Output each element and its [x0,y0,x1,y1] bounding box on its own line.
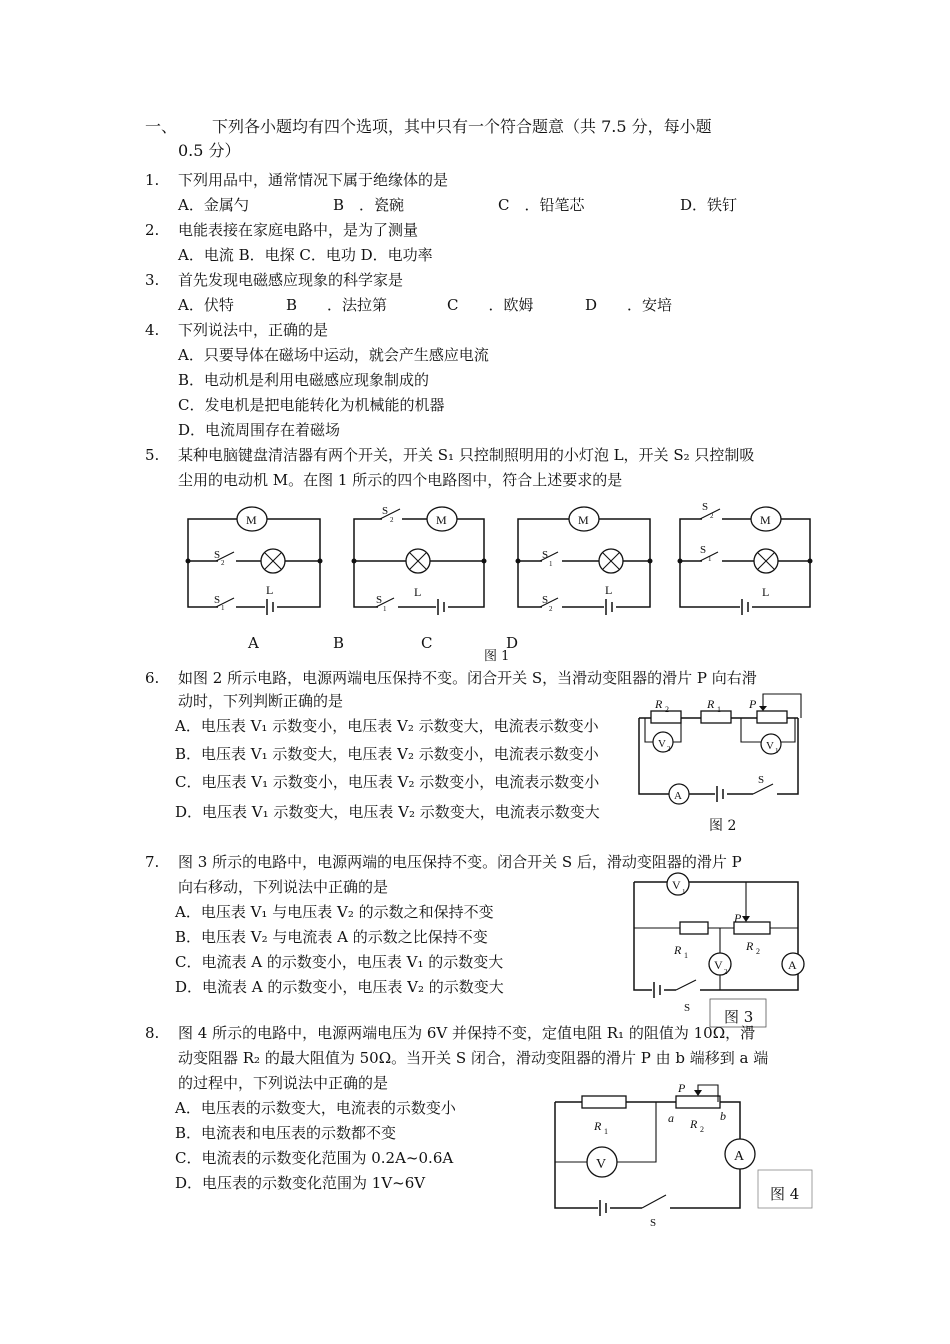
q3-option-a: A．伏特 [178,296,234,314]
svg-text:S: S [376,594,383,606]
svg-text:A: A [734,1149,745,1164]
svg-text:V: V [596,1157,607,1172]
svg-text:A: A [788,958,797,972]
section-title: 下列各小题均有四个选项，其中只有一个符合题意（共 7.5 分，每小题 [212,117,712,136]
svg-text:S: S [214,594,221,606]
svg-text:2: 2 [756,947,760,956]
q4-number: 4. [145,321,160,339]
q7-option-a: A．电压表 V₁ 与电压表 V₂ 的示数之和保持不变 [175,903,494,921]
fig1-caption: 图 1 [484,649,510,664]
svg-text:1: 1 [717,705,721,714]
svg-text:S: S [382,505,389,517]
q4-option-b: B．电动机是利用电磁感应现象制成的 [178,371,430,389]
svg-text:R: R [655,697,663,711]
q7-option-b: B．电压表 V₂ 与电流表 A 的示数之比保持不变 [175,928,488,946]
q3-number: 3. [145,271,160,289]
svg-text:R: R [746,939,754,953]
q3-option-d: D ．安培 [585,296,673,314]
q4-option-c: C．发电机是把电能转化为机械能的机器 [178,396,445,414]
q1-number: 1. [145,171,160,189]
q8-option-a: A．电压表的示数变大，电流表的示数变小 [175,1099,456,1117]
q8-stem-line2: 动变阻器 R₂ 的最大阻值为 50Ω。当开关 S 闭合，滑动变阻器的滑片 P 由 b 端移到 a 端 [178,1049,769,1067]
svg-text:2: 2 [221,559,225,567]
svg-text:P: P [749,697,757,711]
q1-option-d: D．铁钉 [680,196,738,214]
q6-option-c: C．电压表 V₁ 示数变小，电压表 V₂ 示数变小，电流表示数变小 [175,773,600,791]
svg-text:L: L [414,585,422,599]
svg-text:R: R [707,697,715,711]
svg-text:M: M [760,513,771,527]
svg-text:1: 1 [221,604,225,612]
svg-text:1: 1 [775,747,779,755]
q6-option-a: A．电压表 V₁ 示数变小，电压表 V₂ 示数变大，电流表示数变小 [175,717,599,735]
figure-1-circuits [180,495,820,620]
svg-text:L: L [762,585,770,599]
q6-stem-line1: 如图 2 所示电路，电源两端电压保持不变。闭合开关 S，当滑动变阻器的滑片 P 向右滑 [178,669,757,687]
q4-option-a: A．只要导体在磁场中运动，就会产生感应电流 [178,346,489,364]
fig1-label-a: A [248,634,259,652]
circuit-c [516,507,653,615]
q1-option-c: C ．铅笔芯 [498,196,585,214]
svg-text:1: 1 [682,888,686,896]
svg-text:1: 1 [549,560,553,568]
svg-text:2: 2 [700,1125,704,1134]
svg-text:a: a [668,1111,674,1125]
svg-text:S: S [684,1002,691,1014]
svg-text:M: M [436,513,447,527]
svg-text:S: S [758,774,765,786]
svg-text:M: M [578,513,589,527]
svg-text:A: A [674,790,682,802]
q6-number: 6. [145,669,160,687]
svg-text:R: R [674,943,682,957]
q1-stem: 下列用品中，通常情况下属于绝缘体的是 [178,171,449,189]
circuit-d [678,501,813,615]
q1-option-a: A．金属勺 [178,196,249,214]
svg-text:L: L [605,583,613,597]
fig3-caption: 图 3 [724,1008,754,1026]
q7-stem-line2: 向右移动，下列说法中正确的是 [178,878,389,896]
q8-option-d: D．电压表的示数变化范围为 1V~6V [175,1174,426,1192]
svg-text:S: S [700,544,707,556]
q2-number: 2. [145,221,160,239]
svg-text:R: R [690,1117,698,1131]
fig2-caption: 图 2 [709,818,737,834]
svg-text:P: P [678,1081,686,1095]
q3-stem: 首先发现电磁感应现象的科学家是 [178,271,404,289]
svg-text:1: 1 [708,555,712,563]
q8-stem-line1: 图 4 所示的电路中，电源两端电压为 6V 并保持不变，定值电阻 R₁ 的阻值为 10Ω，滑 [178,1024,756,1042]
svg-text:S: S [650,1217,657,1229]
svg-text:2: 2 [549,605,553,613]
svg-text:2: 2 [665,705,669,714]
q7-number: 7. [145,853,160,871]
svg-text:S: S [214,549,221,561]
q7-option-c: C．电流表 A 的示数变小，电压表 V₁ 的示数变大 [175,953,504,971]
fig4-caption: 图 4 [770,1185,800,1203]
svg-text:2: 2 [390,516,394,524]
svg-text:M: M [246,513,257,527]
svg-text:2: 2 [724,968,728,976]
svg-text:1: 1 [383,605,387,613]
circuit-a [186,507,323,615]
q3-option-c: C ．欧姆 [447,296,534,314]
fig1-label-c: C [421,634,433,652]
q6-option-d: D．电压表 V₁ 示数变大，电压表 V₂ 示数变大，电流表示数变大 [175,803,600,821]
svg-text:S: S [542,594,549,606]
q3-option-b: B ．法拉第 [286,296,388,314]
fig1-label-b: B [333,634,345,652]
svg-text:V: V [658,738,666,750]
fig1-label-d: D [506,634,519,652]
q6-option-b: B．电压表 V₁ 示数变大，电压表 V₂ 示数变小，电流表示数变小 [175,745,599,763]
figure-3-circuit [628,872,813,1012]
svg-text:b: b [720,1109,726,1123]
svg-text:2: 2 [667,745,671,753]
q6-stem-line2: 动时，下列判断正确的是 [178,692,344,710]
q2-stem: 电能表接在家庭电路中，是为了测量 [178,221,419,239]
q8-option-b: B．电流表和电压表的示数都不变 [175,1124,397,1142]
q8-number: 8. [145,1024,160,1042]
figure-2-circuit [635,690,810,805]
svg-text:1: 1 [684,951,688,960]
svg-text:S: S [542,549,549,561]
svg-text:P: P [734,911,742,925]
q8-stem-line3: 的过程中，下列说法中正确的是 [178,1074,389,1092]
q4-stem: 下列说法中，正确的是 [178,321,329,339]
svg-text:V: V [672,878,681,892]
q7-option-d: D．电流表 A 的示数变小，电压表 V₂ 的示数变大 [175,978,504,996]
figure-4-circuit [550,1080,815,1230]
svg-text:2: 2 [710,512,714,520]
q1-option-b: B ．瓷碗 [333,196,405,214]
svg-text:V: V [714,958,723,972]
q5-stem-line2: 尘用的电动机 M。在图 1 所示的四个电路图中，符合上述要求的是 [178,471,623,489]
q8-option-c: C．电流表的示数变化范围为 0.2A~0.6A [175,1149,454,1167]
svg-text:S: S [702,501,709,513]
section-title-cont: 0.5 分） [178,141,241,160]
svg-text:R: R [594,1119,602,1133]
q7-stem-line1: 图 3 所示的电路中，电源两端的电压保持不变。闭合开关 S 后，滑动变阻器的滑片 P [178,853,742,871]
q5-number: 5. [145,446,160,464]
q5-stem-line1: 某种电脑键盘清洁器有两个开关，开关 S₁ 只控制照明用的小灯泡 L，开关 S₂ 只控制吸 [178,446,755,464]
svg-text:L: L [266,583,274,597]
svg-text:1: 1 [604,1127,608,1136]
q4-option-d: D．电流周围存在着磁场 [178,421,341,439]
circuit-b [352,505,487,615]
q2-options: A．电流 B．电探 C．电功 D．电功率 [178,246,433,264]
svg-text:V: V [766,740,774,752]
section-number: 一、 [145,117,178,136]
